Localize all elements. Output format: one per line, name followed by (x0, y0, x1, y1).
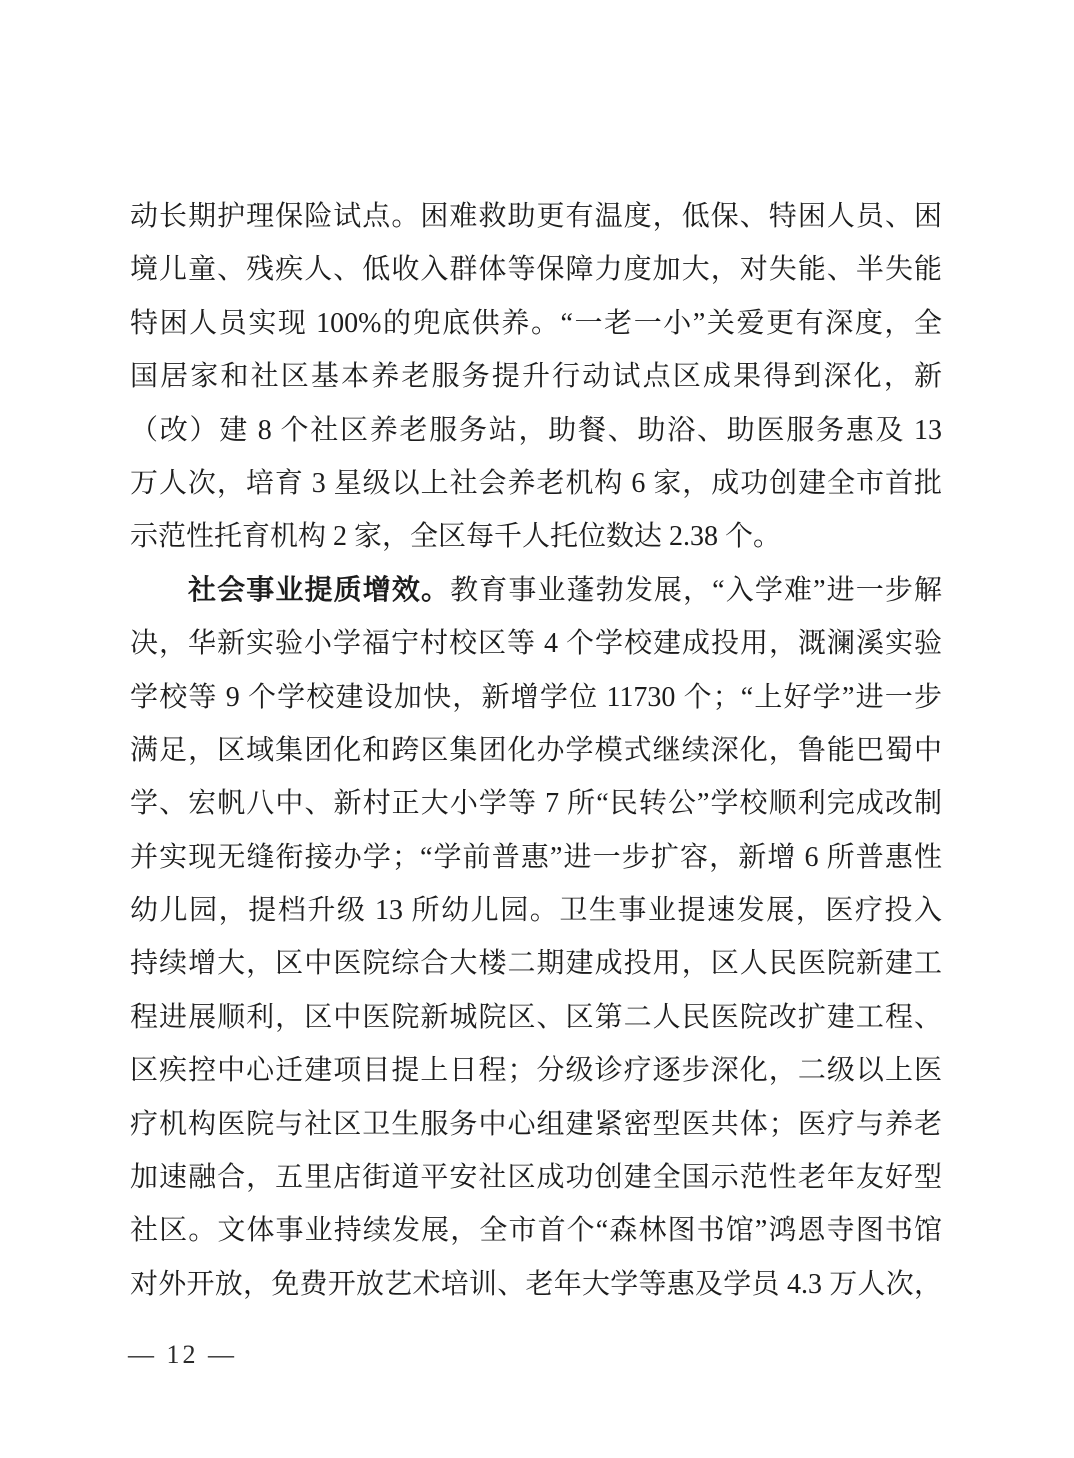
text-line: 学、宏帆八中、新村正大小学等 7 所“民转公”学校顺利完成改制 (130, 788, 942, 820)
text-line: 动长期护理保险试点。困难救助更有温度，低保、特困人员、困 (130, 201, 942, 232)
paragraph-heading: 社会事业提质增效。 (188, 574, 451, 606)
text-line: 社会事业提质增效。教育事业蓬勃发展，“入学难”进一步解 (188, 574, 942, 606)
text-line: 境儿童、残疾人、低收入群体等保障力度加大，对失能、半失能 (130, 254, 942, 286)
text-line: 对外开放，免费开放艺术培训、老年大学等惠及学员 4.3 万人次， (130, 1268, 942, 1300)
text-line: 区疾控中心迁建项目提上日程；分级诊疗逐步深化，二级以上医 (130, 1055, 942, 1087)
document-text (130, 190, 942, 1311)
text-line: 持续增大，区中医院综合大楼二期建成投用，区人民医院新建工 (130, 948, 942, 980)
text-line: 国居家和社区基本养老服务提升行动试点区成果得到深化，新 (130, 361, 942, 393)
text-line: 学校等 9 个学校建设加快，新增学位 11730 个；“上好学”进一步 (130, 681, 942, 713)
text-line: （改）建 8 个社区养老服务站，助餐、助浴、助医服务惠及 13 (130, 414, 942, 446)
text-line: 满足，区域集团化和跨区集团化办学模式继续深化，鲁能巴蜀中 (130, 734, 942, 766)
text-line: 程进展顺利，区中医院新城院区、区第二人民医院改扩建工程、 (130, 1001, 942, 1033)
page-number: — 12 — (128, 1340, 237, 1369)
text-line: 决，华新实验小学福宁村校区等 4 个学校建成投用，溉澜溪实验 (130, 628, 942, 660)
text-line: 社区。文体事业持续发展，全市首个“森林图书馆”鸿恩寺图书馆 (130, 1215, 942, 1247)
text-line: 加速融合，五里店街道平安社区成功创建全国示范性老年友好型 (130, 1162, 942, 1194)
text-line: 幼儿园，提档升级 13 所幼儿园。卫生事业提速发展，医疗投入 (130, 895, 942, 927)
text-line: 特困人员实现 100%的兜底供养。“一老一小”关爱更有深度，全 (130, 307, 942, 339)
text-line: 万人次，培育 3 星级以上社会养老机构 6 家，成功创建全市首批 (130, 467, 942, 499)
text-line: 并实现无缝衔接办学；“学前普惠”进一步扩容，新增 6 所普惠性 (130, 841, 942, 873)
text-line: 疗机构医院与社区卫生服务中心组建紧密型医共体；医疗与养老 (130, 1108, 942, 1140)
text-line: 示范性托育机构 2 家，全区每千人托位数达 2.38 个。 (130, 521, 782, 553)
